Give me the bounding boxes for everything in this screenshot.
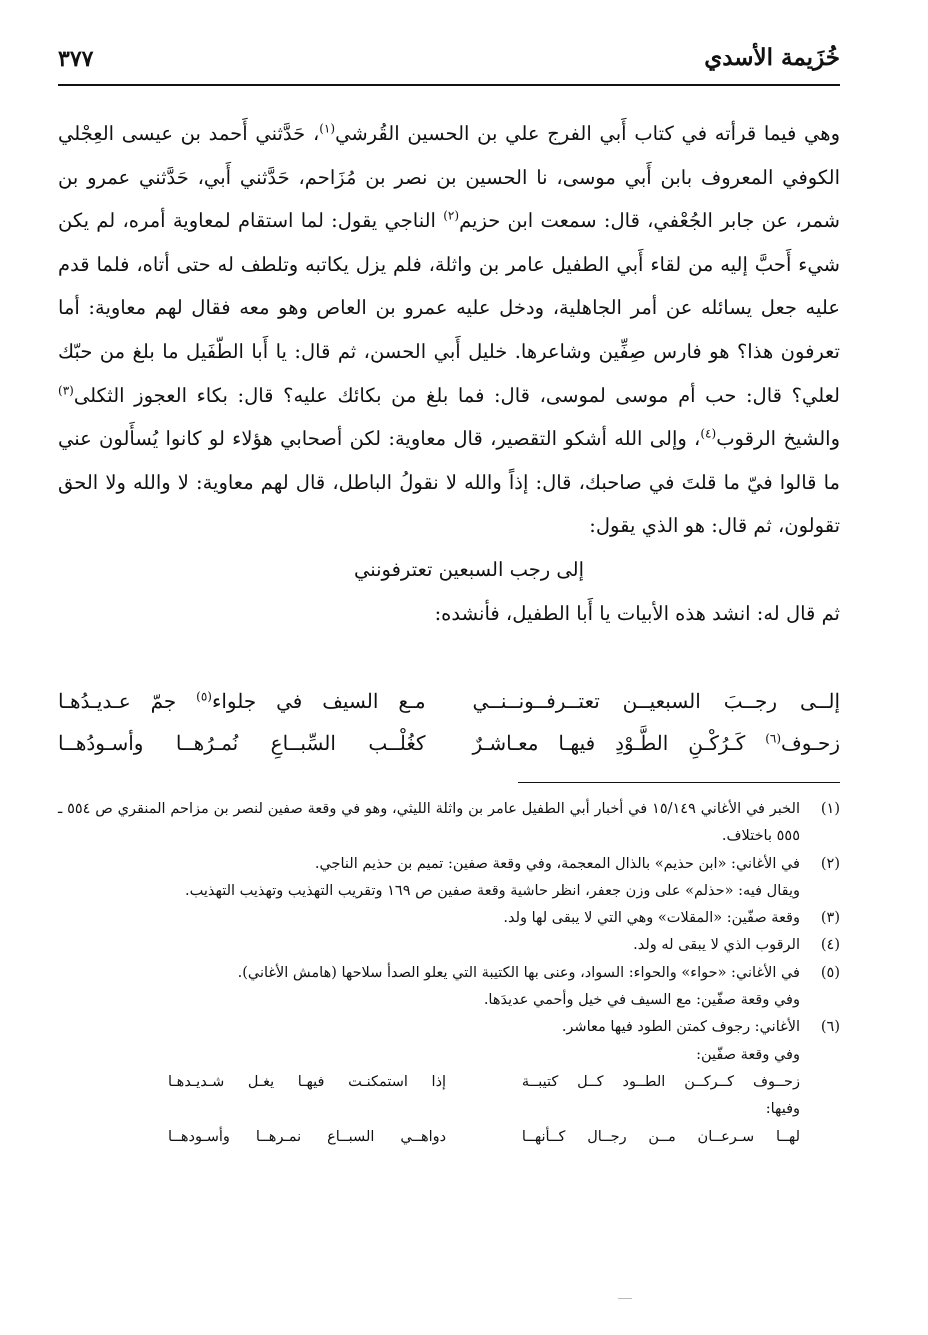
footnote-text: الرقوب الذي لا يبقى له ولد. <box>633 937 800 954</box>
footnote-number: (١) <box>820 801 840 817</box>
footnote <box>58 960 840 987</box>
hemistich-second: إذا استمكنـت فيهـا يغـل شـديـدهـا <box>168 1073 447 1090</box>
footnote-ref-5[interactable]: (٥) <box>196 689 212 704</box>
hemistich-first: لهــا سـرعــان مــن رجــال كــأنهــا <box>521 1128 800 1145</box>
hemistich-second: دواهــي السبــاع نمـرهــا وأسـودهــا <box>168 1128 447 1145</box>
text-run: وهي فيما قرأته في كتاب أَبي الفرج علي بن الحسين القُرشي <box>335 122 840 145</box>
footnote <box>58 905 840 932</box>
scan-mark <box>618 1298 632 1299</box>
centered-verse-line: إلى رجب السبعين تعترفونني <box>353 557 585 581</box>
main-text <box>58 112 840 635</box>
text-run: الناجي يقول: لما استقام لمعاوية أمره، لم يكن شيء أَحبَّ إليه من لقاء أَبي الطفيل عامر بن واثلة، فلم يزل يكاتبه وتلطف له حتى أتاه، فلما قدم عليه جعل يسائله عن أمر الجاهلية، ودخل عليه عمرو بن العاص وهو معه فقال لهم معاوية: أما تعرفون هذا؟ هو فارس صِفِّين وشاعرها. خليل أَبي الحسن، ثم قال: يا أَبا الطّفَيل ما بلغ من حبّك لعلي؟ قال: حب أم موسى لموسى، قال: فما بلغ من بكائك عليه؟ قال: بكاء العجوز الثكلى <box>58 209 840 407</box>
hemistich-first <box>472 722 840 764</box>
footnote-ref-4[interactable]: (٤) <box>700 426 717 441</box>
footnote-ref-1[interactable]: (١) <box>319 121 336 136</box>
verse-row <box>58 722 840 764</box>
footnote-number <box>800 878 840 905</box>
footnote-number: (٥) <box>820 964 840 981</box>
hemistich-first: إلــى رجــبَ السبعيــن تعتــرفــونــنــي <box>472 689 840 713</box>
footnote-number: (٢) <box>820 855 840 872</box>
footnote-line: وفي وقعة صفّين: <box>696 1046 800 1063</box>
text-run: ، وإلى الله أشكو التقصير، قال معاوية: لكن أصحابي هؤلاء لو كانوا يُسأَلون عني ما قالوا فيّ ما قلتَ في صاحبك، قال: إذاً والله لا نقولُ الباطل، قال لهم معاوية: لا والله ولا الحق تقولون، ثم قال: هو الذي يقول: <box>58 427 840 538</box>
footnote-ref-2[interactable]: (٢) <box>443 208 460 223</box>
verse-row <box>58 680 840 722</box>
footnote-text: الخبر في الأغاني ١٥/١٤٩ في أخبار أبي الطفيل عامر بن واثلة الليثي، وهو في وقعة صفين لنصر بن مزاحم المنقري ص ٥٥٤ ـ ٥٥٥ باختلاف. <box>58 801 800 845</box>
footnote-separator <box>518 782 840 783</box>
footnote-verse <box>58 1124 840 1151</box>
footnote-number <box>800 987 840 1014</box>
footnote-text: ويقال فيه: «حذلم» على وزن جعفر، انظر حاشية وقعة صفين ص ١٦٩ وتقريب التهذيب وتهذيب التهذيب. <box>185 882 800 899</box>
page-number: ٣٧٧ <box>58 46 94 72</box>
footnote-text: وقعة صفّين: «المقلات» وهي التي لا يبقى لها ولد. <box>503 910 800 927</box>
poem <box>58 680 840 764</box>
text-run: جمّ عـديـدُهـا <box>58 689 197 713</box>
footnote-text: الأغاني: رجوف كمتن الطود فيها معاشر. <box>561 1019 800 1036</box>
hemistich-first: زحــوف كــركــن الطــود كــل كتيبــة <box>521 1073 800 1090</box>
footnote <box>58 851 840 878</box>
footnote-ref-6[interactable]: (٦) <box>765 731 782 746</box>
text-run: مـع السيف في جلواء <box>211 689 426 713</box>
footnote-number: (٦) <box>820 1019 840 1036</box>
footnote <box>58 1014 840 1041</box>
intro-line: ثم قال له: انشد هذه الأبيات يا أَبا الطفيل، فأنشده: <box>434 601 840 625</box>
footnote-number: (٣) <box>820 910 840 927</box>
footnote <box>58 878 840 905</box>
footnote <box>58 987 840 1014</box>
footnote-line: وفيها: <box>765 1101 800 1118</box>
footnote <box>58 932 840 959</box>
footnotes <box>58 796 840 1151</box>
text-run: والشيخ الرقوب <box>716 427 840 451</box>
footnote-text: وفي وقعة صفّين: مع السيف في خيل وأحمي عديدَها. <box>483 992 800 1009</box>
hemistich-second: كغُلْــب السِّبــاعِ نُمـرُهــا وأسـودُهــا <box>58 731 426 755</box>
footnote-text: في الأغاني: «حواء» والحواء: السواد، وعنى بها الكتيبة التي يعلو الصدأ سلاحها (هامش الأغاني). <box>237 964 800 981</box>
footnote-ref-3[interactable]: (٣) <box>58 383 74 398</box>
footnote-text: في الأغاني: «ابن حذيم» بالذال المعجمة، وفي وقعة صفين: تميم بن حذيم الناجي. <box>314 855 800 872</box>
text-run: كَـرُكْـنِ الطَّـوْدِ فيهـا معـاشـرٌ <box>472 731 766 755</box>
text-run: ، حَدَّثني أَحمد بن عيسى العِجْلي الكوفي المعروف بابن أَبي موسى، نا الحسين بن نصر بن مُزَاحم، حَدَّثني أَبي، حَدَّثني عمرو بن شمر، عن جابر الجُعْفي، قال: سمعت ابن حزيم <box>58 122 840 233</box>
main-paragraph <box>58 112 840 548</box>
running-title: خُزَيمة الأسدي <box>704 44 840 71</box>
hemistich-second <box>58 680 426 722</box>
footnote-number: (٤) <box>820 937 840 954</box>
page-header <box>58 40 840 86</box>
text-run: زحـوف <box>781 731 840 755</box>
footnote-verse <box>58 1069 840 1096</box>
footnote <box>58 796 840 851</box>
